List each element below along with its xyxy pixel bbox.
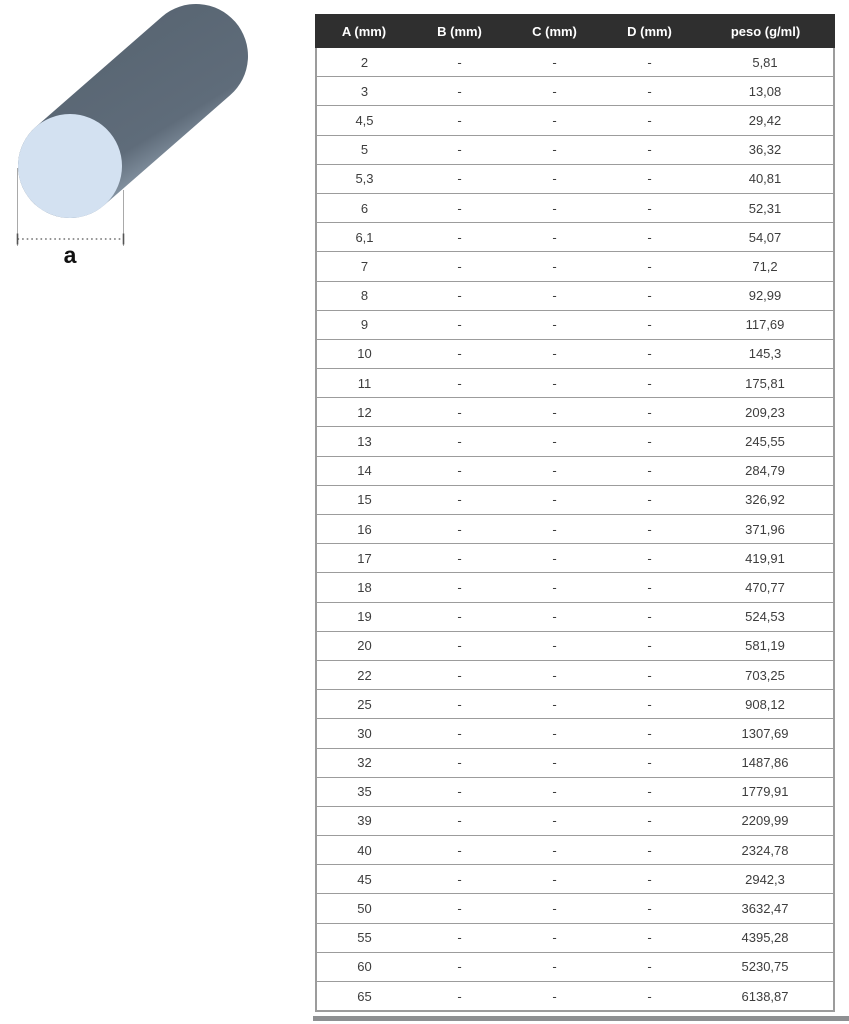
cell-c-mm: - [507,135,602,164]
cell-peso: 92,99 [697,281,834,310]
cell-a-mm: 3 [316,77,412,106]
header-peso: peso (g/ml) [697,15,834,47]
cell-c-mm: - [507,602,602,631]
cell-b-mm: - [412,515,507,544]
header-c-mm: C (mm) [507,15,602,47]
cell-a-mm: 60 [316,952,412,981]
cell-d-mm: - [602,252,697,281]
cell-a-mm: 6 [316,193,412,222]
cell-d-mm: - [602,748,697,777]
cell-a-mm: 7 [316,252,412,281]
cell-d-mm: - [602,515,697,544]
cell-d-mm: - [602,339,697,368]
cell-b-mm: - [412,369,507,398]
cell-c-mm: - [507,865,602,894]
cell-d-mm: - [602,427,697,456]
cell-d-mm: - [602,690,697,719]
table-row [316,690,834,719]
table-row [316,719,834,748]
cell-a-mm: 12 [316,398,412,427]
cell-a-mm: 50 [316,894,412,923]
table-row [316,369,834,398]
cell-b-mm: - [412,894,507,923]
cell-a-mm: 5,3 [316,164,412,193]
table-row [316,894,834,923]
cell-b-mm: - [412,456,507,485]
cell-d-mm: - [602,106,697,135]
cell-a-mm: 16 [316,515,412,544]
cell-a-mm: 32 [316,748,412,777]
cell-a-mm: 10 [316,339,412,368]
cell-b-mm: - [412,398,507,427]
cell-b-mm: - [412,339,507,368]
cell-b-mm: - [412,982,507,1012]
cell-c-mm: - [507,952,602,981]
cell-peso: 419,91 [697,544,834,573]
cell-a-mm: 30 [316,719,412,748]
cell-b-mm: - [412,660,507,689]
cell-b-mm: - [412,223,507,252]
cell-peso: 3632,47 [697,894,834,923]
cell-a-mm: 25 [316,690,412,719]
table-row [316,106,834,135]
spec-table [315,14,835,1012]
table-row [316,427,834,456]
cell-d-mm: - [602,836,697,865]
cell-b-mm: - [412,281,507,310]
cell-c-mm: - [507,193,602,222]
cell-peso: 54,07 [697,223,834,252]
cell-a-mm: 40 [316,836,412,865]
cell-peso: 6138,87 [697,982,834,1012]
cell-b-mm: - [412,427,507,456]
table-row [316,952,834,981]
cell-peso: 209,23 [697,398,834,427]
cell-peso: 1307,69 [697,719,834,748]
cell-b-mm: - [412,310,507,339]
cell-peso: 371,96 [697,515,834,544]
cell-peso: 5230,75 [697,952,834,981]
table-row [316,777,834,806]
cell-d-mm: - [602,777,697,806]
table-row [316,310,834,339]
cell-b-mm: - [412,544,507,573]
cell-peso: 470,77 [697,573,834,602]
cell-c-mm: - [507,573,602,602]
cell-d-mm: - [602,952,697,981]
cell-c-mm: - [507,164,602,193]
cell-b-mm: - [412,77,507,106]
table-row [316,631,834,660]
cell-peso: 52,31 [697,193,834,222]
cell-d-mm: - [602,602,697,631]
cell-a-mm: 20 [316,631,412,660]
table-row [316,164,834,193]
cell-peso: 4395,28 [697,923,834,952]
cell-c-mm: - [507,223,602,252]
cell-d-mm: - [602,135,697,164]
cell-a-mm: 55 [316,923,412,952]
cell-c-mm: - [507,836,602,865]
cell-b-mm: - [412,47,507,77]
cell-b-mm: - [412,602,507,631]
cell-b-mm: - [412,836,507,865]
cell-peso: 245,55 [697,427,834,456]
cell-d-mm: - [602,923,697,952]
cell-c-mm: - [507,894,602,923]
cell-a-mm: 45 [316,865,412,894]
cell-peso: 13,08 [697,77,834,106]
table-row [316,398,834,427]
table-row [316,281,834,310]
cell-a-mm: 19 [316,602,412,631]
dimension-label: a [63,242,77,268]
table-row [316,515,834,544]
cell-b-mm: - [412,573,507,602]
cell-b-mm: - [412,485,507,514]
cell-c-mm: - [507,660,602,689]
cell-c-mm: - [507,47,602,77]
cell-c-mm: - [507,777,602,806]
cell-c-mm: - [507,106,602,135]
cell-peso: 117,69 [697,310,834,339]
cell-c-mm: - [507,544,602,573]
cell-b-mm: - [412,193,507,222]
table-row [316,602,834,631]
cell-peso: 703,25 [697,660,834,689]
table-row [316,865,834,894]
cell-d-mm: - [602,631,697,660]
cell-c-mm: - [507,398,602,427]
header-a-mm: A (mm) [316,15,412,47]
cell-d-mm: - [602,719,697,748]
cell-d-mm: - [602,398,697,427]
cell-d-mm: - [602,806,697,835]
cell-d-mm: - [602,456,697,485]
cell-a-mm: 35 [316,777,412,806]
cell-b-mm: - [412,631,507,660]
cell-c-mm: - [507,806,602,835]
cell-a-mm: 18 [316,573,412,602]
cell-b-mm: - [412,252,507,281]
cell-b-mm: - [412,106,507,135]
cell-a-mm: 39 [316,806,412,835]
cell-b-mm: - [412,719,507,748]
cell-c-mm: - [507,631,602,660]
cell-b-mm: - [412,806,507,835]
cell-c-mm: - [507,690,602,719]
cell-peso: 326,92 [697,485,834,514]
cell-d-mm: - [602,544,697,573]
cell-d-mm: - [602,660,697,689]
cell-peso: 1779,91 [697,777,834,806]
cell-a-mm: 15 [316,485,412,514]
header-b-mm: B (mm) [412,15,507,47]
cell-a-mm: 9 [316,310,412,339]
cell-d-mm: - [602,77,697,106]
table-row [316,252,834,281]
table-row [316,339,834,368]
table-row [316,223,834,252]
table-row [316,982,834,1012]
cell-c-mm: - [507,369,602,398]
cell-a-mm: 17 [316,544,412,573]
cell-c-mm: - [507,515,602,544]
cell-a-mm: 14 [316,456,412,485]
cell-d-mm: - [602,982,697,1012]
cell-peso: 2209,99 [697,806,834,835]
cell-peso: 5,81 [697,47,834,77]
cell-a-mm: 11 [316,369,412,398]
cell-d-mm: - [602,369,697,398]
cell-peso: 581,19 [697,631,834,660]
cell-d-mm: - [602,310,697,339]
cell-peso: 524,53 [697,602,834,631]
cell-peso: 2324,78 [697,836,834,865]
cell-b-mm: - [412,748,507,777]
cell-a-mm: 4,5 [316,106,412,135]
rod-face [18,114,122,218]
cell-peso: 29,42 [697,106,834,135]
cell-d-mm: - [602,485,697,514]
table-row [316,544,834,573]
cell-c-mm: - [507,427,602,456]
cell-b-mm: - [412,690,507,719]
table-row [316,836,834,865]
cell-d-mm: - [602,223,697,252]
cell-d-mm: - [602,193,697,222]
cell-peso: 40,81 [697,164,834,193]
cell-a-mm: 6,1 [316,223,412,252]
table-row [316,77,834,106]
cell-a-mm: 22 [316,660,412,689]
cell-b-mm: - [412,135,507,164]
table-body [316,47,834,1011]
table-row [316,47,834,77]
cell-b-mm: - [412,164,507,193]
cell-b-mm: - [412,952,507,981]
cell-peso: 284,79 [697,456,834,485]
cell-d-mm: - [602,894,697,923]
cell-c-mm: - [507,719,602,748]
table-row [316,485,834,514]
cell-c-mm: - [507,748,602,777]
spec-table-container [315,14,833,1012]
cell-d-mm: - [602,573,697,602]
cell-c-mm: - [507,252,602,281]
bottom-partial-bar [313,1016,849,1021]
cell-c-mm: - [507,310,602,339]
table-row [316,135,834,164]
cell-c-mm: - [507,339,602,368]
cell-peso: 908,12 [697,690,834,719]
table-row [316,748,834,777]
cell-d-mm: - [602,281,697,310]
table-row [316,806,834,835]
cell-b-mm: - [412,865,507,894]
cell-peso: 175,81 [697,369,834,398]
table-row [316,660,834,689]
table-row [316,923,834,952]
cell-c-mm: - [507,456,602,485]
cell-peso: 36,32 [697,135,834,164]
cell-a-mm: 2 [316,47,412,77]
cell-peso: 1487,86 [697,748,834,777]
cell-peso: 145,3 [697,339,834,368]
table-row [316,193,834,222]
cell-c-mm: - [507,281,602,310]
cell-a-mm: 65 [316,982,412,1012]
cell-d-mm: - [602,164,697,193]
cell-b-mm: - [412,923,507,952]
cell-peso: 71,2 [697,252,834,281]
cell-c-mm: - [507,485,602,514]
cell-a-mm: 5 [316,135,412,164]
cell-a-mm: 13 [316,427,412,456]
table-row [316,456,834,485]
cell-a-mm: 8 [316,281,412,310]
cell-peso: 2942,3 [697,865,834,894]
cell-d-mm: - [602,47,697,77]
header-d-mm: D (mm) [602,15,697,47]
cell-c-mm: - [507,923,602,952]
table-row [316,573,834,602]
cell-c-mm: - [507,982,602,1012]
round-bar-diagram [0,0,300,290]
cell-b-mm: - [412,777,507,806]
cell-c-mm: - [507,77,602,106]
table-header-row [316,15,834,47]
cell-d-mm: - [602,865,697,894]
